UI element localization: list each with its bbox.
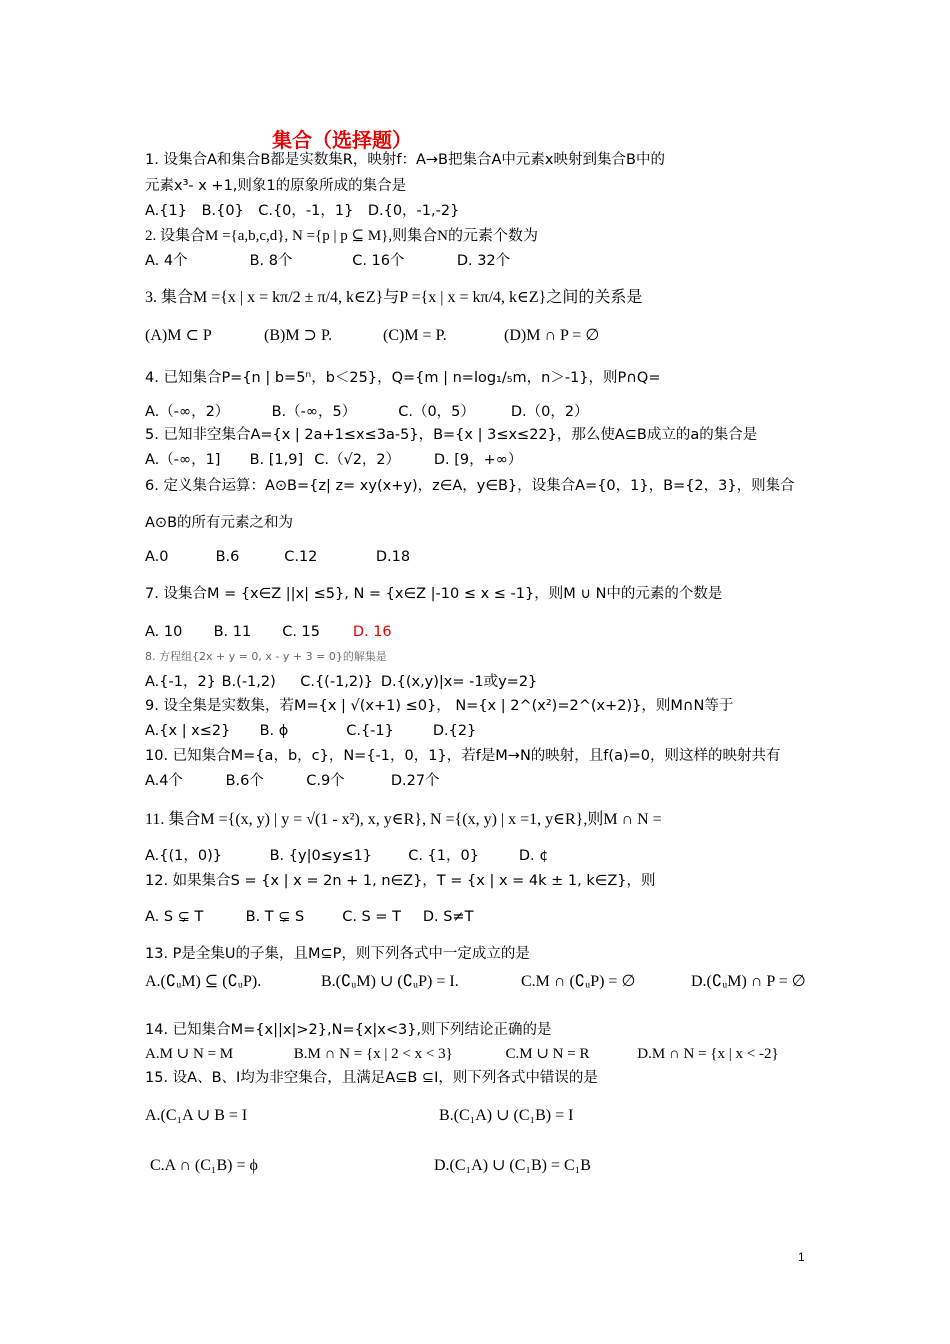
page-title: 集合（选择题） (272, 128, 412, 152)
q11-option-c: C. {1，0} (408, 848, 479, 864)
q1-line1: 1. 设集合A和集合B都是实数集R，映射f：A→B把集合A中元素x映射到集合B中的 (145, 152, 665, 168)
q8-option-d: D.{(x,y)|x= -1或y=2} (380, 674, 538, 690)
q10-stem: 10. 已知集合M={a，b，c}，N={-1，0，1}，若f是M→N的映射，且f(a)=0，则这样的映射共有 (145, 748, 781, 764)
q3-options (145, 326, 599, 346)
q7-stem: 7. 设集合M = {x∈Z ||x| ≤5}, N = {x∈Z |-10 ≤ x ≤ -1}，则M ∪ N中的元素的个数是 (145, 586, 723, 602)
q2-option-b: B. 8个 (249, 253, 293, 269)
q13-stem: 13. P是全集U的子集，且M⊆P，则下列各式中一定成立的是 (145, 946, 530, 962)
q15-option-c: C.A ∩ (C₁B) = ϕ (150, 1157, 258, 1174)
q15-option-d: D.(C₁A) ∪ (C₁B) = C₁B (434, 1157, 591, 1174)
q3-option-d: (D)M ∩ P = ∅ (504, 327, 600, 344)
q13-options (145, 972, 806, 992)
q11-option-d: D. ¢ (518, 848, 549, 864)
q9-options (145, 721, 476, 741)
q6-option-c: C.12 (284, 549, 318, 565)
q8-option-c: C.{(-1,2)} (300, 674, 374, 690)
q7-option-d: D. 16 (352, 624, 392, 640)
q14-option-a: A.M ∪ N = M (145, 1046, 234, 1062)
q11-stem: 11. 集合M ={(x, y) | y = √(1 - x²), x, y∈R}, N ={(x, y) | x =1, y∈R},则M ∩ N = (145, 811, 662, 828)
q13-option-b: B.(∁ᵤM) ∪ (∁ᵤP) = I. (321, 973, 459, 990)
q10-option-a: A.4个 (145, 773, 183, 789)
q1-option-b: B.{0} (201, 203, 244, 219)
q15-option-a: A.(C₁A ∪ B = I (145, 1107, 248, 1124)
q1-option-d: D.{0，-1,-2} (367, 203, 460, 219)
q3-option-b: (B)M ⊃ P. (264, 327, 333, 344)
q12-options (145, 907, 473, 927)
q9-option-a: A.{x | x≤2} (145, 723, 231, 739)
q1-option-a: A.{1} (145, 203, 187, 219)
q10-option-d: D.27个 (390, 773, 440, 789)
q14-option-b: B.M ∩ N = {x | 2 < x < 3} (293, 1046, 453, 1062)
q8-option-a: A.{-1，2} (145, 674, 216, 690)
q11-option-b: B. {y|0≤y≤1} (269, 848, 373, 864)
q9-option-d: D.{2} (432, 723, 477, 739)
q13-option-a: A.(∁ᵤM) ⊆ (∁ᵤP). (145, 973, 262, 990)
q6-options (145, 547, 410, 567)
q2-options (145, 251, 510, 271)
q3-option-a: (A)M ⊂ P (145, 327, 212, 344)
q15-option-b: B.(C₁A) ∪ (C₁B) = I (439, 1107, 574, 1124)
q7-option-c: C. 15 (282, 624, 321, 640)
q6-option-b: B.6 (215, 549, 240, 565)
q15-options-row1 (145, 1106, 573, 1126)
q11-option-a: A.{(1，0)} (145, 848, 222, 864)
q11-options (145, 846, 548, 866)
q4-option-b: B.（-∞，5） (271, 404, 357, 420)
q15-stem: 15. 设A、B、I均为非空集合，且满足A⊆B ⊆I，则下列各式中错误的是 (145, 1070, 598, 1086)
q13-option-c: C.M ∩ (∁ᵤP) = ∅ (521, 973, 636, 990)
q4-options (145, 402, 589, 422)
q2-option-a: A. 4个 (145, 253, 188, 269)
q7-option-b: B. 11 (213, 624, 252, 640)
q6-option-a: A.0 (145, 549, 169, 565)
q14-stem: 14. 已知集合M={x||x|>2},N={x|x<3},则下列结论正确的是 (145, 1022, 552, 1038)
q7-option-a: A. 10 (145, 624, 183, 640)
q4-stem: 4. 已知集合P={n | b=5ⁿ，b＜25}，Q={m | n=log₁/₅m，n＞-1}，则P∩Q= (145, 370, 661, 386)
q12-option-d: D. S≠T (422, 909, 474, 925)
q12-option-c: C. S = T (342, 909, 401, 925)
q1-option-c: C.{0，-1，1} (258, 203, 354, 219)
q13-option-d: D.(∁ᵤM) ∩ P = ∅ (691, 973, 806, 990)
q14-option-d: D.M ∩ N = {x | x < -2} (637, 1046, 779, 1062)
q4-option-c: C.（0，5） (398, 404, 475, 420)
q5-option-b: B. [1,9] (249, 452, 304, 468)
q6-line1: 6. 定义集合运算：A⊙B={z| z= xy(x+y)，z∈A，y∈B}，设集合A={0，1}，B={2，3}，则集合 (145, 478, 795, 494)
q12-option-a: A. S ⊊ T (145, 909, 204, 925)
page-number: 1 (798, 1250, 805, 1264)
q3-option-c: (C)M = P. (383, 327, 447, 344)
q12-option-b: B. T ⊊ S (245, 909, 305, 925)
q9-stem: 9. 设全集是实数集，若M={x | √(x+1) ≤0}， N={x | 2^(x²)=2^(x+2)}，则M∩N等于 (145, 698, 734, 714)
q2-stem: 2. 设集合M ={a,b,c,d}, N ={p | p ⊆ M},则集合N的元素个数为 (145, 228, 538, 244)
q3-stem: 3. 集合M ={x | x = kπ/2 ± π/4, k∈Z}与P ={x | x = kπ/4, k∈Z}之间的关系是 (145, 289, 643, 306)
q4-option-a: A.（-∞，2） (145, 404, 230, 420)
q9-option-c: C.{-1} (346, 723, 394, 739)
q6-option-d: D.18 (375, 549, 411, 565)
q8-options (145, 672, 537, 692)
q5-option-d: D. [9，+∞） (433, 452, 523, 468)
q8-option-b: B.(-1,2) (221, 674, 276, 690)
q10-option-c: C.9个 (306, 773, 345, 789)
q5-options (145, 450, 522, 470)
q5-option-c: C.（√2，2） (314, 452, 401, 468)
q6-line2: A⊙B的所有元素之和为 (145, 515, 294, 531)
q14-options (145, 1044, 779, 1064)
q12-stem: 12. 如果集合S = {x | x = 2n + 1, n∈Z}，T = {x | x = 4k ± 1, k∈Z}，则 (145, 873, 656, 889)
q8-stem: 8. 方程组{2x + y = 0, x - y + 3 = 0}的解集是 (145, 650, 387, 663)
q2-option-d: D. 32个 (456, 253, 511, 269)
q5-stem: 5. 已知非空集合A={x | 2a+1≤x≤3a-5}，B={x | 3≤x≤22}，那么使A⊆B成立的a的集合是 (145, 427, 758, 443)
q7-options (145, 622, 392, 642)
q1-line2: 元素x³- x +1,则象1的原象所成的集合是 (145, 178, 407, 194)
q15-options-row2 (150, 1156, 591, 1176)
q1-options (145, 201, 459, 221)
q10-option-b: B.6个 (225, 773, 264, 789)
q14-option-c: C.M ∪ N = R (505, 1046, 590, 1062)
q4-option-d: D.（0，2） (510, 404, 589, 420)
q10-options (145, 771, 440, 791)
q5-option-a: A.（-∞，1] (145, 452, 221, 468)
q2-option-c: C. 16个 (352, 253, 405, 269)
q9-option-b: B. ϕ (259, 723, 289, 739)
